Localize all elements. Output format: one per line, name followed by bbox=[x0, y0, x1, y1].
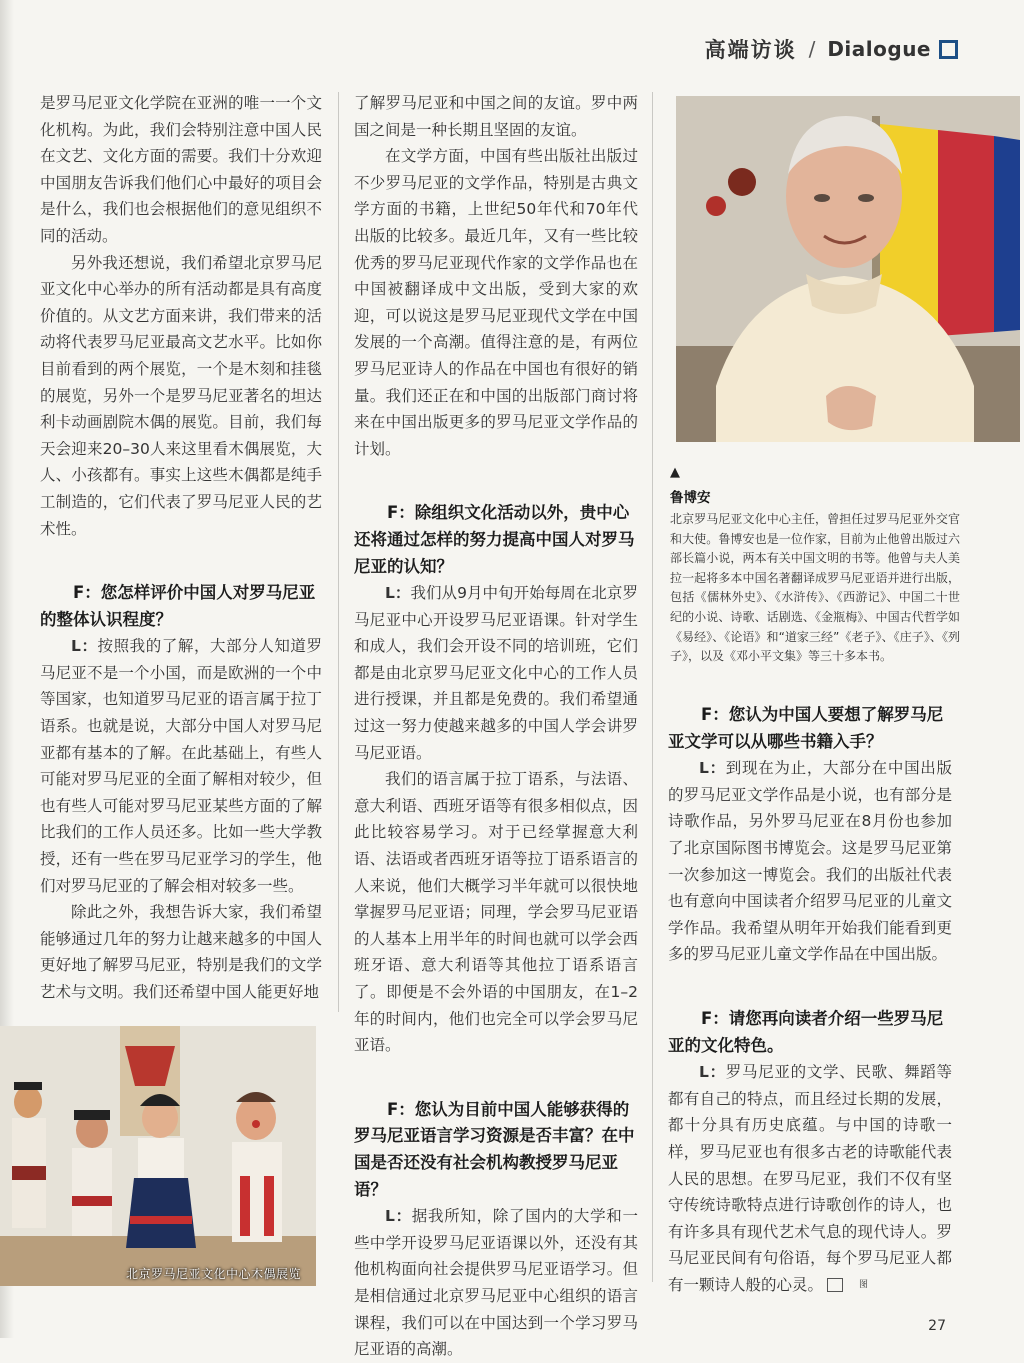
paragraph: 除此之外，我想告诉大家，我们希望能够通过几年的努力让越来越多的中国人更好地了解罗马尼亚，特别是我们的文学艺术与文明。我们还希望中国人能更好地 bbox=[40, 903, 322, 1001]
answer-text: 我们从9月中旬开始每周在北京罗马尼亚中心开设罗马尼亚语课。针对学生和成人，我们会开设不同的培训班，它们都是由北京罗马尼亚文化中心的工作人员进行授课，并且都是免费的。我们希望通过这一努力使越来越多的中国人学会讲罗马尼亚语。 bbox=[354, 584, 638, 762]
answer-text: 到现在为止，大部分在中国出版的罗马尼亚文学作品是小说，也有部分是诗歌作品，另外罗马尼亚在8月份也参加了北京国际图书博览会。这是罗马尼亚第一次参加这一博览会。我们的出版社代表也有意向中国读者介绍罗马尼亚的儿童文学作品。我希望从明年开始我们能看到更多的罗马尼亚儿童文学作品在中国出版。 bbox=[668, 759, 952, 964]
answer-label: L： bbox=[385, 1207, 412, 1226]
paragraph: 我们的语言属于拉丁语系，与法语、意大利语、西班牙语等有很多相似点，因此比较容易学习。对于已经掌握意大利语、法语或者西班牙语等拉丁语系语言的人来说，他们大概学习半年就可以很快地掌握罗马尼亚语；同理，学会罗马尼亚语的人基本上用半年的时间也就可以学会西班牙语、意大利语等其他拉丁语系语言了。即便是不会外语的中国朋友，在1–2年的时间内，他们也完全可以学会罗马尼亚语。 bbox=[354, 770, 638, 1055]
answer-label: L： bbox=[699, 759, 726, 778]
column-1 bbox=[40, 90, 322, 1006]
puppet-photo-caption: 北京罗马尼亚文化中心木偶展览 bbox=[126, 1267, 302, 1281]
header-square-icon bbox=[939, 40, 958, 59]
answer-paragraph bbox=[668, 755, 952, 968]
answer-label: L： bbox=[699, 1063, 726, 1082]
page-number: 27 bbox=[928, 1318, 946, 1334]
portrait-caption bbox=[670, 466, 960, 667]
portrait-photo bbox=[676, 96, 1020, 442]
answer-text: 罗马尼亚的文学、民歌、舞蹈等都有自己的特点，而且经过长期的发展，都十分具有历史底蕴。与中国的诗歌一样，罗马尼亚也有很多古老的诗歌能代表人民的思想。在罗马尼亚，我们不仅有坚守传统诗歌特点进行诗歌创作的诗人，也有许多具有现代艺术气息的现代诗人。罗马尼亚民间有句俗语，每个罗马尼亚人都有一颗诗人般的心灵。 bbox=[668, 1063, 952, 1294]
caption-name: 鲁博安 bbox=[670, 490, 711, 506]
question-heading: F：您怎样评价中国人对罗马尼亚的整体认识程度？ bbox=[40, 583, 316, 629]
column-rule bbox=[652, 92, 653, 1282]
answer-text: 按照我的了解，大部分人知道罗马尼亚不是一个小国，而是欧洲的一个中等国家，也知道罗马尼亚的语言属于拉丁语系。也就是说，大部分中国人对罗马尼亚都有基本的了解。在此基础上，有些人可能对罗马尼亚的全面了解相对较少，但也有些人可能对罗马尼亚某些方面的了解比我们的工作人员还多。比如一些大学教授，还有一些在罗马尼亚学习的学生，他们对罗马尼亚的了解会相对较多一些。 bbox=[40, 637, 322, 895]
answer-paragraph bbox=[354, 1203, 638, 1363]
paragraph: 另外我还想说，我们希望北京罗马尼亚文化中心举办的所有活动都是具有高度价值的。从文艺方面来讲，我们带来的活动将代表罗马尼亚最高文艺水平。比如你目前看到的两个展览，一个是木刻和挂毯的展览，另外一个是罗马尼亚著名的坦达利卡动画剧院木偶的展览。目前，我们每天会迎来20–30人来这里看木偶展览，大人、小孩都有。事实上这些木偶都是纯手工制造的，它们代表了罗马尼亚人民的艺术性。 bbox=[40, 253, 322, 538]
paragraph: 了解罗马尼亚和中国之间的友谊。罗中两国之间是一种长期且坚固的友谊。 bbox=[354, 94, 638, 139]
paragraph: 是罗马尼亚文化学院在亚洲的唯一一个文化机构。为此，我们会特别注意中国人民在文艺、文化方面的需要。我们十分欢迎中国朋友告诉我们他们心中最好的项目会是什么，我们也会根据他们的意见组织不同的活动。 bbox=[40, 94, 322, 245]
question-heading: F：您认为目前中国人能够获得的罗马尼亚语言学习资源是否丰富？在中国是否还没有社会机构教授罗马尼亚语？ bbox=[354, 1099, 635, 1199]
answer-label: L： bbox=[385, 584, 411, 603]
caption-marker-icon: ▲ bbox=[670, 465, 680, 480]
answer-paragraph bbox=[668, 1059, 952, 1298]
answer-paragraph bbox=[40, 633, 322, 899]
puppet-exhibit-photo bbox=[0, 1026, 316, 1286]
section-title-cn: 高端访谈 bbox=[704, 38, 797, 62]
answer-label: L： bbox=[71, 637, 98, 656]
section-header bbox=[705, 34, 958, 64]
end-mark-icon: 图 bbox=[827, 1278, 843, 1292]
question-heading: F：除组织文化活动以外，贵中心还将通过怎样的努力提高中国人对罗马尼亚的认知？ bbox=[354, 503, 635, 576]
portrait-illustration bbox=[676, 96, 1020, 442]
section-title-en: Dialogue bbox=[827, 37, 931, 61]
column-2 bbox=[354, 90, 638, 1363]
question-heading: F：请您再向读者介绍一些罗马尼亚的文化特色。 bbox=[668, 1008, 944, 1055]
header-slash: / bbox=[808, 37, 816, 61]
paragraph: 在文学方面，中国有些出版社出版过不少罗马尼亚的文学作品，特别是古典文学方面的书籍，上世纪50年代和70年代出版的比较多。最近几年，又有一些比较优秀的罗马尼亚现代作家的文学作品也在中国被翻译成中文出版，受到大家的欢迎，可以说这是罗马尼亚现代文学在中国发展的一个高潮。值得注意的是，有两位罗马尼亚诗人的作品在中国也有很好的销量。我们还正在和中国的出版部门商讨将来在中国出版更多的罗马尼亚文学作品的计划。 bbox=[354, 147, 638, 458]
caption-text: 北京罗马尼亚文化中心主任，曾担任过罗马尼亚外交官和大使。鲁博安也是一位作家，目前为止他曾出版过六部长篇小说，两本有关中国文明的书等。他曾与夫人美拉一起将多本中国名著翻译成罗马尼亚语并进行出版，包括《儒林外史》、《水浒传》、《西游记》、中国二十世纪的小说、诗歌、话剧选、《金瓶梅》、中国古代哲学如《易经》、《论语》和“道家三经”《老子》、《庄子》、《列子》，以及《邓小平文集》等三十多本书。 bbox=[670, 512, 960, 664]
column-3 bbox=[668, 680, 952, 1298]
answer-text: 据我所知，除了国内的大学和一些中学开设罗马尼亚语课以外，还没有其他机构面向社会提供罗马尼亚语学习。但是相信通过北京罗马尼亚中心组织的语言课程，我们可以在中国达到一个学习罗马尼亚语的高潮。 bbox=[354, 1207, 638, 1359]
puppet-illustration bbox=[0, 1026, 316, 1286]
answer-paragraph bbox=[354, 580, 638, 766]
column-rule bbox=[338, 92, 339, 1012]
question-heading: F：您认为中国人要想了解罗马尼亚文学可以从哪些书籍入手？ bbox=[668, 705, 944, 751]
